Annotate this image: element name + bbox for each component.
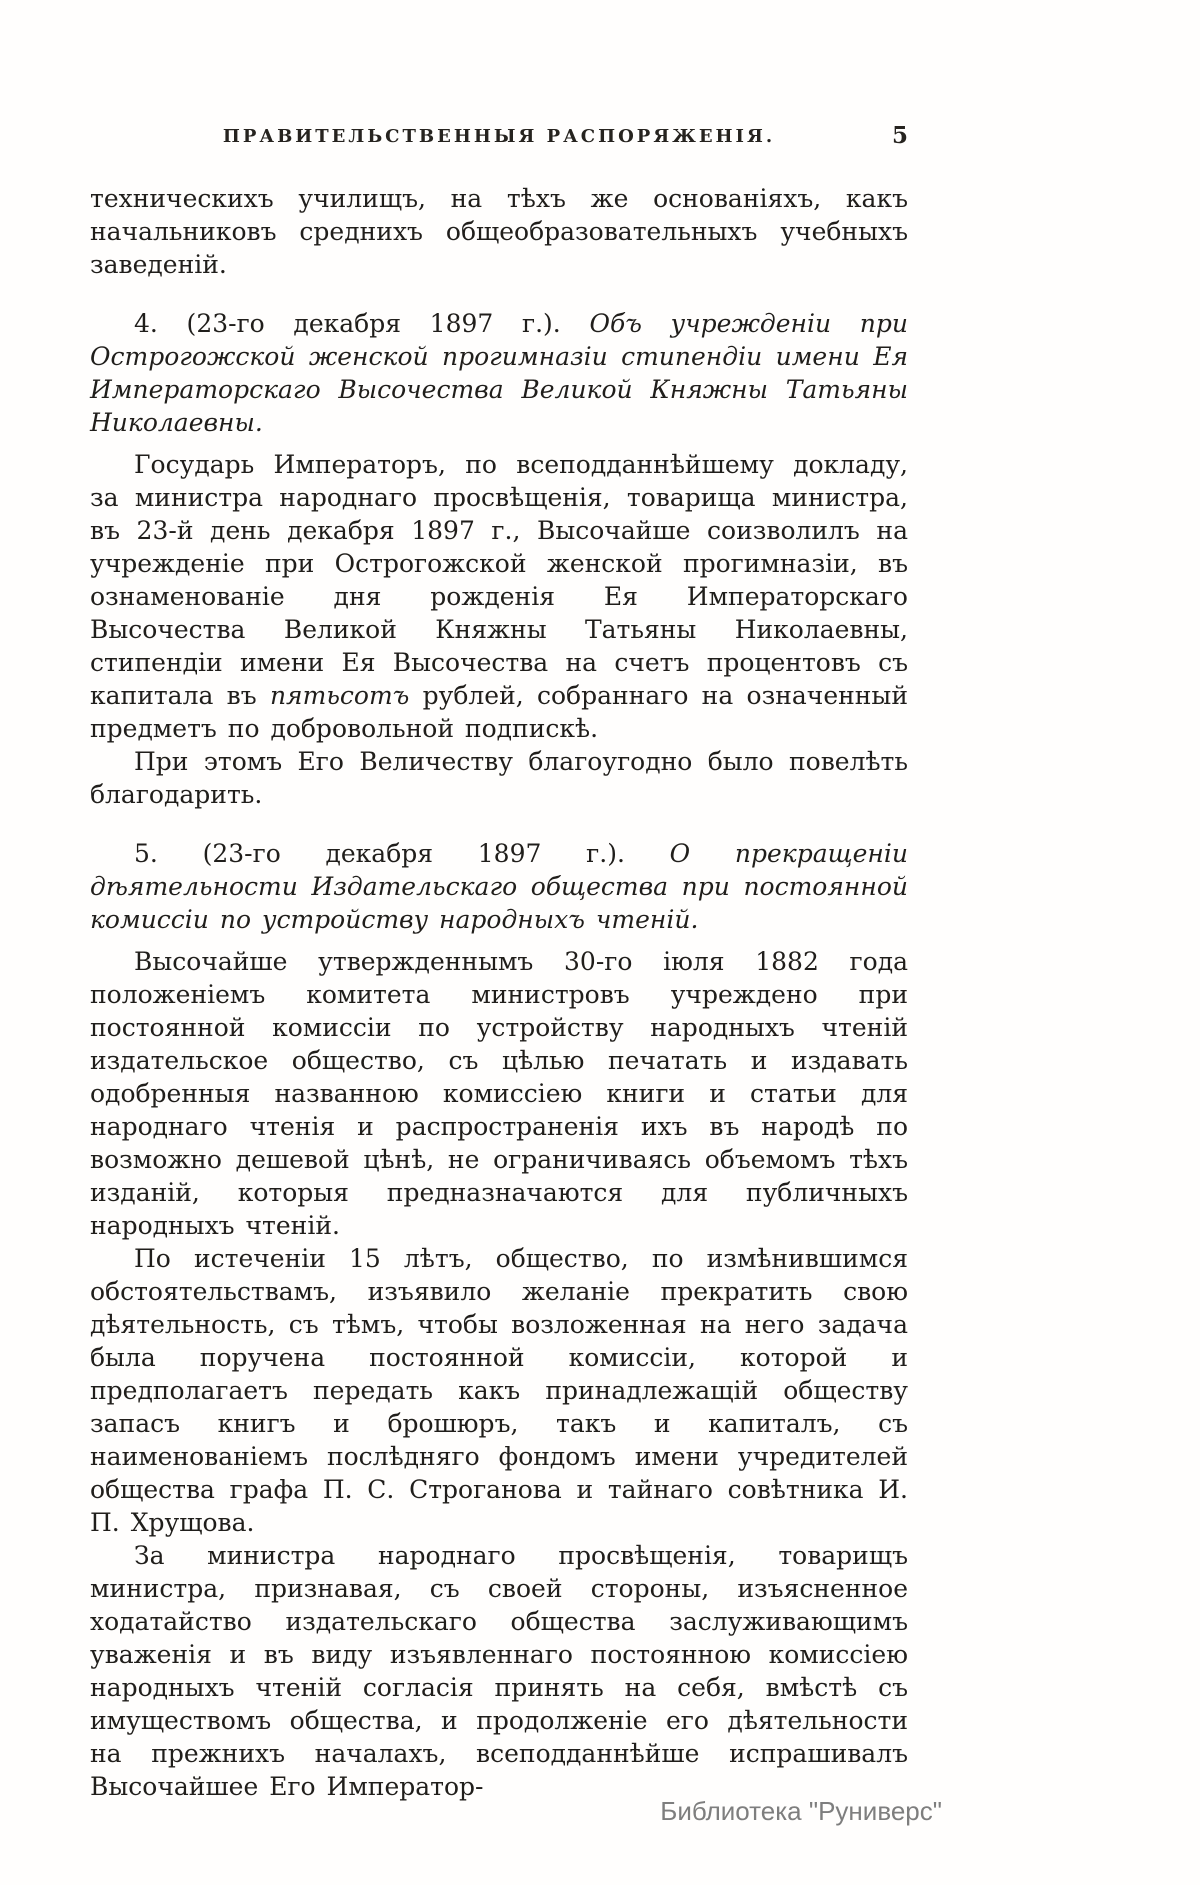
- text-column: [90, 120, 908, 1803]
- paragraph-item-4-emphasis: пятьсотъ: [269, 681, 410, 710]
- section-4-number-date: 4. (23-го декабря 1897 г.).: [134, 309, 590, 338]
- paragraph-item-5-body-2: По истеченіи 15 лѣтъ, общество, по измѣнившимся обстоятельствамъ, изъявило желаніе прекратить свою дѣятельность, съ тѣмъ, чтобы возложенная на него задача была поручена постоянной комиссіи, которой и предполагаетъ передать какъ принадлежащій обществу запасъ книгъ и брошюръ, такъ и капиталъ, съ наименованіемъ послѣдняго фондомъ имени учредителей общества графа П. С. Строганова и тайнаго совѣтника И. П. Хрущова.: [90, 1244, 908, 1537]
- paragraph-item-4-closing: При этомъ Его Величеству благоугодно было повелѣть благодарить.: [90, 747, 908, 809]
- paragraph-item-5-body-1: Высочайше утвержденнымъ 30-го іюля 1882 года положеніемъ комитета министровъ учреждено при постоянной комиссіи по устройству народныхъ чтеній издательское общество, съ цѣлью печатать и издавать одобренныя названною комиссіею книги и статьи для народнаго чтенія и распространенія ихъ въ народѣ по возможно дешевой цѣнѣ, не ограничиваясь объемомъ тѣхъ изданій, которыя предназначаются для публичныхъ народныхъ чтеній.: [90, 947, 908, 1240]
- section-4-title: Объ учрежденіи при Острогожской женской прогимназіи стипендіи имени Ея Императорскаго Высочества Великой Княжны Татьяны Николаевны.: [90, 309, 908, 437]
- paragraph-item-4-text-before: Государь Императоръ, по всеподданнѣйшему докладу, за министра народнаго просвѣщенія, товарища министра, въ 23-й день декабря 1897 г., Высочайше соизволилъ на учрежденіе при Острогожской женской прогимназіи, въ ознаменованіе дня рожденія Ея Императорскаго Высочества Великой Княжны Татьяны Николаевны, стипендіи имени Ея Высочества на счетъ процентовъ съ капитала въ: [90, 450, 908, 710]
- section-5-title: О прекращеніи дѣятельности Издательскаго общества при постоянной комиссіи по устройству народныхъ чтеній.: [90, 839, 908, 934]
- paragraph-item-4-text-after: рублей, собраннаго на означенный предметъ по добровольной подпискѣ.: [90, 681, 908, 743]
- paragraph-item-5-body-3: За министра народнаго просвѣщенія, товарищъ министра, признавая, съ своей стороны, изъясненное ходатайство издательскаго общества заслуживающимъ уваженія и въ виду изъявленнаго постоянною комиссіею народныхъ чтеній согласія принять на себя, вмѣстѣ съ имуществомъ общества, и продолженіе его дѣятельности на прежнихъ началахъ, всеподданнѣйше испрашивалъ Высочайшее Его Император-: [90, 1541, 908, 1801]
- page-header: [90, 120, 908, 158]
- section-heading-item-5: [90, 837, 908, 936]
- running-title: ПРАВИТЕЛЬСТВЕННЫЯ РАСПОРЯЖЕНІЯ.: [222, 126, 776, 147]
- library-watermark: Библиотека "Руниверс": [660, 1796, 942, 1826]
- page-number: 5: [891, 122, 908, 149]
- paragraph-item-4-body: [90, 448, 908, 745]
- section-5-number-date: 5. (23-го декабря 1897 г.).: [134, 839, 670, 868]
- section-heading-item-4: [90, 307, 908, 439]
- paragraph-continuation: техническихъ училищъ, на тѣхъ же основаніяхъ, какъ начальниковъ среднихъ общеобразовательныхъ учебныхъ заведеній.: [90, 184, 908, 279]
